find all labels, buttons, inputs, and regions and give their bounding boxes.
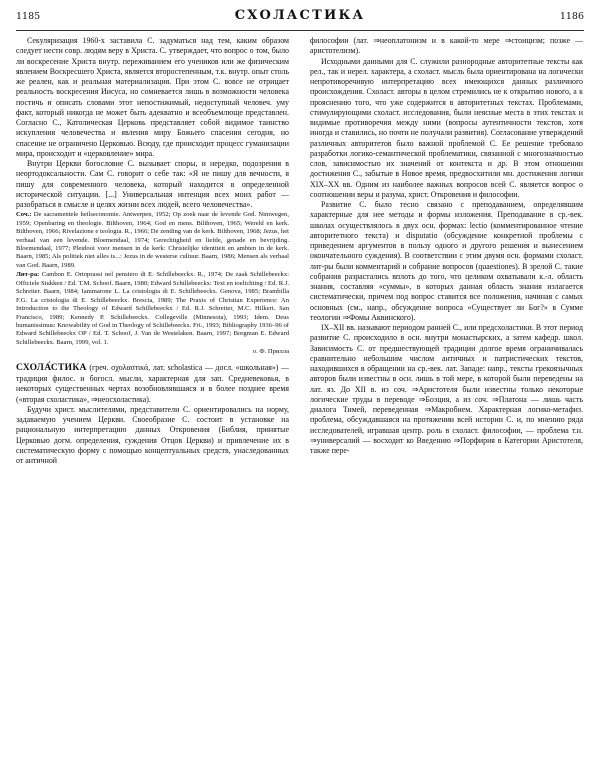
page-number-right: 1186 <box>559 11 584 22</box>
literature-list <box>16 271 289 347</box>
entry-headword: СХОЛА́СТИКА <box>16 362 87 373</box>
page-header <box>16 8 584 28</box>
works-text: De sacramentele heilseconomie. Antwerpen, 1952; Op zoek naar de levende God. Nimwegen, 1959; Openbaring en theologie. Bilthoven, 1964; God en mens. Bilthoven, 1965; Wereld en kerk. Bilthoven, 1966; Rivelazione e teologia. R., 1966; De zending van de kerk. Bilthoven, 1968; Jezus, het verhaal van een levende. Bloemendaal, 1974; Gerechtigheid en liefde, genade en bevrijding. Bloemendaal, 1977; Pleidooi voor mensen in de kerk: Christelijke identiteit en ambten in de kerk. Baarn, 1985; Als politiek niet alles is...: Jezus in de westerse cultuur. Baarn, 1986; Mensen als verhaal van God. Baarn, 1989. <box>16 211 289 269</box>
running-title: СХОЛАСТИКА <box>234 8 366 23</box>
entry-definition: (греч. σχολαστικά, лат. scholastica — досл. «школьная») — традиция филос. и богосл. мысли, характерная для зап. Средневековья, в некоторых существенных чертах возобновлявшаяся и в более позднее время («вторая схоластика», ⇒неосхоластика). <box>16 362 289 404</box>
paragraph: Исходными данными для С. служили разнородные авторитетные тексты как рел., так и нерел. характера, а схоласт. мысль была ориентирована на логически непротиворечивую интерпретацию всех имеющихся данных различного происхождения. Схоласт. авторы в целом стремились не к открытию нового, а к прояснению того, что уже содержится в авторитетных текстах. Проблемами, стимулирующими схоласт. исследования, были неясные места в этих текстах и видимые противоречия между ними (вопросы аутентичности текстов, хотя иногда и ставились, но почти не получали развития). Согласование утверждений различных авторитетов было важной проблемой С. Ее решение требовало разработки логико-семантической проблематики, связанной с многозначностью слов, зависимостью их значений от контекста и др. В этом отношении достижения С., забытые в Новое время, предвосхитили мн. достижения логики XIX–XX вв. Одним из наиболее важных вопросов всей С. является вопрос о соотношении веры и разума, христ. Откровения и философии. <box>310 56 583 199</box>
literature-label: Лит-ра: <box>16 271 40 279</box>
header-rule <box>16 30 584 31</box>
right-column <box>310 36 583 756</box>
left-column <box>16 36 289 756</box>
literature-text: Cambon E. Ortoprassi nel pensiero di E. Schillebeeckx. R., 1974; De zaak Schillebeeckx: Officiele Stukken / Ed. T.M. Schoof. Baarn, 1980; Edward Schillebeeckx: Text en toelichting / Ed. R.J. Schreiter. Baarn, 1984; Iammarone L. La cristologia di E. Schillebeeckx. Genova, 1985; Brambilla F.G. La cristologia di E. Schillebeeckx. Brescia, 1989; The Praxis of Christian Experience: An Introduction to the Theology of Edward Schillebeeckx / Ed. R.J. Schreiter, M.C. Hilkert. San Francisco, 1989; Kennedy P. Schillebeeckx. Collegeville (Minnesota), 1993; Idem. Deus humanissimus: Knowability of God in Theology of Schillebeeckx. Fri., 1993; Bibliography 1936–96 of Edward Schillebeeckx OP / Ed. T. Schoof, J. Van de Westelaken. Baarn, 1997; Borgman E. Edward Schillebeeckx. Baarn, 1999, vol. 1. <box>16 271 289 346</box>
paragraph: философии (лат. ⇒неоплатонизм и в какой-то мере ⇒стоицизм; позже — аристотелизм). <box>310 36 583 56</box>
entry-start <box>16 362 289 405</box>
page-number-left: 1185 <box>16 11 41 22</box>
paragraph: Развитие С. было тесно связано с преподаванием, определявшим характерные для нее методы и формы изложения. Преподавание в ср.-век. школах осуществлялось в двух осн. формах: lectio (комментированное чтение авторитетного текста) и disputatio (обсуждение конкретной проблемы с приведением аргументов в пользу одного и другого решения и вынесением окончательного суждения). В соответствии с этим двумя осн. формами схоласт. лит-ры были комментарий и собрание вопросов (quaestiones). В зрелой С. такие собрания разрастались вплоть до того, что целиком охватывали к.-л. область знания, составляя «суммы», в которых данная область знания излагается систематически, причем под вопрос ставится все положения, начиная с самых основных (см., напр., обсуждение вопроса «Существует ли Бог?» в Сумме теологии ⇒Фомы Аквинского). <box>310 200 583 322</box>
paragraph: Секуляризация 1960-х заставила С. задуматься над тем, каким образом следует нести совр. людям веру в Христа. С. утверждает, что вопрос о том, было ли воскресение Христа внутр. переживанием его учеников или же физическим явлением Воскресшего Христа, является второстепенным, т.к. внутр. опыт столь же реален, как и реальная материализация. При этом С. вовсе не отрицает реальность воскресения Иисуса, но сомневается лишь в возможности человека постичь и описать словами этот непостижимый, недоступный человеч. уму факт, который никогда не может быть адекватно и всеобъемлюще представлен. Согласно С., Католическая Церковь представляет собой видимое таинство искупления человечества и явления миру Божьего спасения сегодня, но спасение не ограничено Церковью. Всюду, где происходит процесс гуманизации мира, происходит и «церковление» мира. <box>16 36 289 158</box>
works-label: Соч.: <box>16 211 32 219</box>
paragraph: Внутри Церкви богословие С. вызывает споры, и нередко, подозрения в неортодоксальности. Сам С. говорит о себе так: «Я не пишу для вечности, я пишу для современного человека, который находится в определенной исторической ситуации. [...] Универсальная интенция всех моих работ — разобраться в смысле и целях жизни всех людей, всего человечества». <box>16 159 289 209</box>
paragraph: IX–XII вв. называют периодом ранней С., или предсхоластики. В этот период развитие С. происходило в осн. внутри монастырских, а затем кафедр. школ. Зависимость С. от предшествующей традиции долгое время ограничивалась сравнительно небольшим числом античных и патристических текстов, находившихся в обращении на ср.-век. лат. Западе: напр., тексты грекоязычных авторов были известны в осн. лишь в той мере, в которой были переведены на лат. яз. До XII в. из соч. ⇒Аристотеля были известны только некоторые логические труды в переводе ⇒Боэция, а из соч. ⇒Платона — лишь часть диалога Тимей, переведенная ⇒Макробием. Характерная логико-метафиз. проблема, обсуждавшаяся на протяжении всей истории С. и, по мнению ряда исследователей, игравшая центр. роль в схоласт. философии, — проблема т.н. ⇒универсалий — восходит ко Введению ⇒Порфирия в Категории Аристотеля, также пере- <box>310 323 583 455</box>
paragraph: Будучи христ. мыслителями, представители С. ориентировались на норму, задаваемую учением Церкви. Своеобразие С. состоит в установке на рациональную интерпретацию данных Откровения (Библия, принятые Церковью догм. определения, суждения Отцов Церкви) и привлечение их в систематическую форму с помощью концептуальных средств, унаследованных от античной <box>16 404 289 466</box>
article-author: о. Ф. Прилла <box>252 348 289 356</box>
works-list <box>16 211 289 270</box>
